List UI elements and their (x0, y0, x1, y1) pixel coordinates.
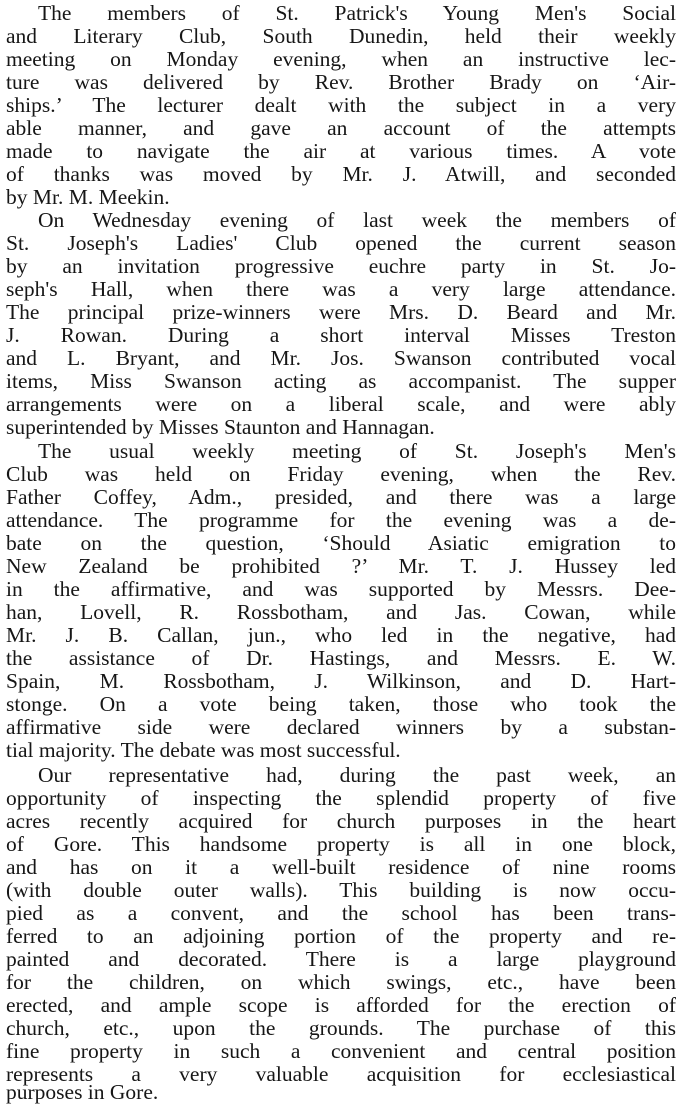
text-line: of thanks was moved by Mr. J. Atwill, and seconded (6, 163, 676, 186)
text-line: bate on the question, ‘Should Asiatic emigration to (6, 532, 676, 555)
text-line: by Mr. M. Meekin. (6, 186, 170, 209)
text-line: acres recently acquired for church purposes in the heart (6, 810, 676, 833)
text-line: painted and decorated. There is a large playground (6, 948, 676, 971)
text-line: purposes in Gore. (6, 1081, 159, 1104)
text-line: for the children, on which swings, etc., have been (6, 971, 676, 994)
text-line: J. Rowan. During a short interval Misses Treston (6, 324, 676, 347)
text-line: ships.’ The lecturer dealt with the subject in a very (6, 94, 676, 117)
text-line: by an invitation progressive euchre party in St. Jo- (6, 255, 676, 278)
text-line: the assistance of Dr. Hastings, and Messrs. E. W. (6, 647, 676, 670)
text-line: St. Joseph's Ladies' Club opened the current season (6, 232, 676, 255)
text-line: made to navigate the air at various times. A vote (6, 140, 676, 163)
text-line: stonge. On a vote being taken, those who took the (6, 693, 676, 716)
text-line: attendance. The programme for the evening was a de- (6, 509, 676, 532)
text-line: arrangements were on a liberal scale, and were ably (6, 393, 676, 416)
text-line: The principal prize-winners were Mrs. D. Beard and Mr. (6, 301, 676, 324)
text-line: ture was delivered by Rev. Brother Brady on ‘Air- (6, 71, 676, 94)
text-line: Our representative had, during the past week, an (38, 764, 676, 787)
text-line: han, Lovell, R. Rossbotham, and Jas. Cowan, while (6, 601, 676, 624)
text-line: pied as a convent, and the school has been trans- (6, 902, 676, 925)
text-line: and Literary Club, South Dunedin, held their weekly (6, 25, 676, 48)
text-line: tial majority. The debate was most successful. (6, 739, 401, 762)
text-line: (with double outer walls). This building is now occu- (6, 879, 676, 902)
text-line: meeting on Monday evening, when an instructive lec- (6, 48, 676, 71)
text-line: fine property in such a convenient and central position (6, 1040, 676, 1063)
text-line: of Gore. This handsome property is all in one block, (6, 833, 676, 856)
text-line: represents a very valuable acquisition for ecclesiastical (6, 1063, 676, 1086)
text-line: New Zealand be prohibited ?’ Mr. T. J. Hussey led (6, 555, 676, 578)
text-line: items, Miss Swanson acting as accompanist. The supper (6, 370, 676, 393)
text-line: erected, and ample scope is afforded for the erection of (6, 994, 676, 1017)
text-line: The members of St. Patrick's Young Men's Social (38, 2, 676, 25)
text-line: affirmative side were declared winners by a substan- (6, 716, 676, 739)
text-line: Mr. J. B. Callan, jun., who led in the negative, had (6, 624, 676, 647)
text-line: Father Coffey, Adm., presided, and there was a large (6, 486, 676, 509)
text-line: The usual weekly meeting of St. Joseph's Men's (38, 440, 676, 463)
text-line: opportunity of inspecting the splendid property of five (6, 787, 676, 810)
text-line: Club was held on Friday evening, when the Rev. (6, 463, 676, 486)
text-line: in the affirmative, and was supported by Messrs. Dee- (6, 578, 676, 601)
text-line: and L. Bryant, and Mr. Jos. Swanson contributed vocal (6, 347, 676, 370)
text-line: and has on it a well-built residence of nine rooms (6, 856, 676, 879)
text-line: seph's Hall, when there was a very large attendance. (6, 278, 676, 301)
text-line: Spain, M. Rossbotham, J. Wilkinson, and D. Hart- (6, 670, 676, 693)
text-line: able manner, and gave an account of the attempts (6, 117, 676, 140)
text-line: church, etc., upon the grounds. The purchase of this (6, 1017, 676, 1040)
text-line: superintended by Misses Staunton and Hannagan. (6, 416, 435, 439)
text-line: ferred to an adjoining portion of the property and re- (6, 925, 676, 948)
text-line: On Wednesday evening of last week the members of (38, 209, 676, 232)
